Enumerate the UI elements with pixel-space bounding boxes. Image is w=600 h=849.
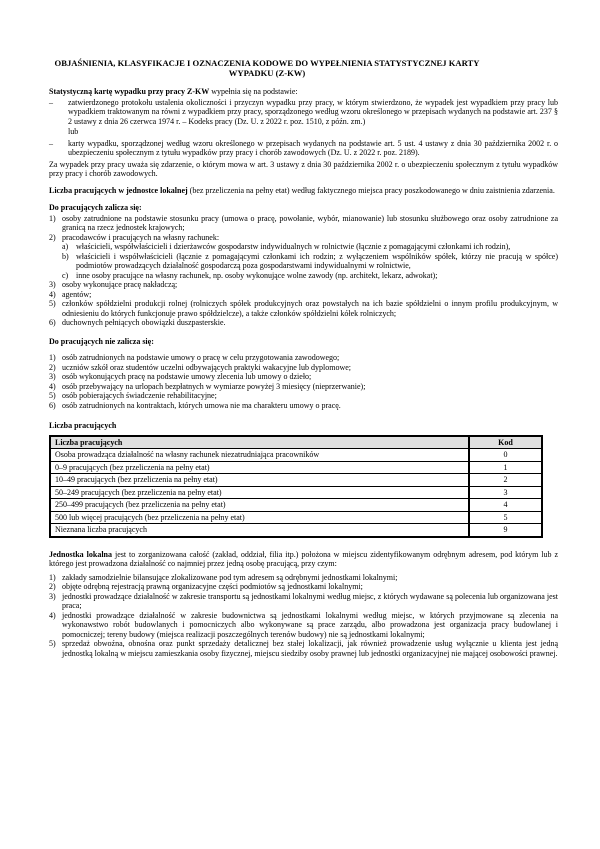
table-header-row [50, 436, 542, 449]
list-text: objęte odrębną rejestracją prawną organizacyjne części podmiotów są jednostkami lokalnymi; [62, 582, 363, 591]
list-marker: 1) [49, 353, 56, 362]
list-marker: 6) [49, 318, 56, 327]
list-marker: 3) [49, 591, 56, 601]
workers-table-block [49, 421, 558, 538]
excluded-item-3 [49, 372, 558, 382]
list-text: osób pobierających świadczenie rehabilitacyjne; [62, 391, 217, 400]
row-code: 4 [469, 499, 542, 512]
list-marker: 4) [49, 289, 56, 299]
basis-item-2 [49, 139, 558, 158]
row-code: 1 [469, 461, 542, 474]
dash-bullet: – [49, 138, 53, 148]
list-marker: 1) [49, 572, 56, 582]
row-code: 9 [469, 524, 542, 537]
list-marker: 1) [49, 213, 56, 223]
row-label: Osoba prowadząca działalność na własny rachunek niezatrudniająca pracowników [50, 449, 469, 462]
row-label: 50–249 pracujących (bez przeliczenia na pełny etat) [50, 486, 469, 499]
row-code: 2 [469, 474, 542, 487]
workers-count-definition [49, 186, 558, 196]
intro-lead-bold: Statystyczną kartę wypadku przy pracy Z-KW [49, 87, 210, 96]
row-label: 10–49 pracujących (bez przeliczenia na pełny etat) [50, 474, 469, 487]
table-row [50, 499, 542, 512]
excluded-heading: Do pracujących nie zalicza się: [49, 336, 154, 346]
basis-item-1-text: zatwierdzonego protokołu ustalenia okoliczności i przyczyn wypadku przy pracy, w którym stwierdzono, że wypadek jest wypadkiem przy pracy lub wypadkiem traktowanym na równi z wypadkiem przy pracy, sporządzonego według wzoru określonego w przepisach wydanych na podstawie art. 237 § 2 ustawy z dnia 26 czerwca 1974 r. – Kodeks pracy (Dz. U. z 2022 r. poz. 1510, z późn. zm.) [68, 97, 558, 126]
list-marker: 4) [49, 610, 56, 620]
list-marker: 5) [49, 299, 56, 308]
list-text: osób zatrudnionych na kontraktach, których umowa nie ma charakteru umowy o pracę. [62, 400, 341, 410]
list-text: uczniów szkół oraz studentów uczelni odbywających praktyki wakacyjne lub dyplomowe; [62, 362, 352, 372]
workers-def-bold: Liczba pracujących w jednostce lokalnej [49, 185, 188, 195]
list-marker: a) [62, 242, 69, 251]
list-text: osób wykonujących pracę na podstawie umowy zlecenia lub umowy o dzieło; [62, 372, 312, 381]
list-text: jednostki prowadzące działalność w zakresie budownictwa są jednostkami lokalnymi według miejsc, w których przyjmowane są zlecenia na wykonawstwo robót budowlanych i pomocniczych albo wykonywane są prace zarządu, albo prowadzona jest organizacja pracy budowlanej i pomocniczej; tereny budowy (miejsca realizacji poszczególnych terenów budowy) nie są jednostkami lokalnymi; [62, 610, 558, 639]
list-text: członków spółdzielni produkcji rolnej (rolniczych spółek produkcyjnych oraz powstałych na ich bazie spółdzielni o innym profilu produkcyjnym, w odniesieniu do których funkcjonuje prawo spółdzielcze), a także członków spółdzielni kółek rolniczych; [62, 299, 558, 318]
included-item-5 [49, 299, 558, 318]
local-unit-item-1 [49, 573, 558, 583]
included-item-2c [62, 271, 558, 281]
table-row [50, 474, 542, 487]
col-header-code: Kod [469, 436, 542, 449]
row-code: 0 [469, 449, 542, 462]
basis-connector: lub [68, 127, 79, 136]
list-marker: 3) [49, 280, 56, 289]
list-text: jednostki prowadzące działalność w zakresie transportu są jednostkami lokalnymi według miejsc, z których wydawane są polecenia lub organizowana jest praca; [62, 591, 558, 610]
row-label: 250–499 pracujących (bez przeliczenia na pełny etat) [50, 499, 469, 512]
included-item-2b [62, 252, 558, 271]
list-text: zakłady samodzielnie bilansujące zlokalizowane pod tym adresem są odrębnymi jednostkami lokalnymi; [62, 572, 398, 582]
accident-definition: Za wypadek przy pracy uważa się zdarzenie, o którym mowa w art. 3 ustawy z dnia 30 października 2002 r. o ubezpieczeniu społecznym z tytułu wypadków przy pracy i chorób zawodowych. [49, 159, 558, 178]
local-unit-item-3 [49, 592, 558, 611]
row-code: 3 [469, 486, 542, 499]
excluded-item-6 [49, 401, 558, 411]
local-unit-definition [49, 550, 558, 569]
list-text: pracodawców i pracujących na własny rachunek: [62, 232, 220, 242]
workers-def-rest: (bez przeliczenia na pełny etat) według faktycznego miejsca pracy poszkodowanego w dniu zaistnienia zdarzenia. [187, 185, 555, 195]
included-item-4 [49, 290, 558, 300]
row-code: 5 [469, 511, 542, 524]
list-marker: 6) [49, 400, 56, 410]
included-item-3 [49, 280, 558, 290]
included-item-2a [62, 242, 558, 252]
list-marker: c) [62, 270, 69, 280]
list-text: właścicieli, współwłaścicieli i dzierżawców gospodarstw indywidualnych w rolnictwie (łącznie z pomagającymi członkami ich rodzin), [76, 242, 511, 251]
excluded-item-5 [49, 391, 558, 401]
local-unit-item-2 [49, 582, 558, 592]
row-label: 0–9 pracujących (bez przeliczenia na pełny etat) [50, 461, 469, 474]
list-text: agentów; [62, 289, 92, 299]
list-text: osoby zatrudnione na podstawie stosunku pracy (umowa o pracę, powołanie, wybór, mianowanie) lub stosunku służbowego oraz osoby zatrudnione za granicą na rzecz jednostek krajowych; [62, 213, 558, 232]
local-unit-item-4 [49, 611, 558, 640]
intro-paragraph [49, 87, 558, 97]
list-text: właścicieli i współwłaścicieli (łącznie z pomagającymi członkami ich rodzin; z wyłączeniem wspólników spółek, którzy nie pracują w spółce) podmiotów prowadzących działalność gospodarczą poza gospodarstwami indywidualnymi w rolnictwie, [76, 251, 558, 270]
excluded-item-2 [49, 363, 558, 373]
list-marker: 2) [49, 232, 56, 242]
list-marker: 2) [49, 582, 56, 591]
local-unit-item-5 [49, 639, 558, 658]
table-row [50, 449, 542, 462]
basis-item-1 [49, 98, 558, 127]
list-marker: 3) [49, 372, 56, 381]
col-header-label: Liczba pracujących [50, 436, 469, 449]
row-label: 500 lub więcej pracujących (bez przeliczenia na pełny etat) [50, 511, 469, 524]
excluded-item-1 [49, 353, 558, 363]
intro-lead-rest: wypełnia się na podstawie: [209, 87, 298, 96]
document-title: OBJAŚNIENIA, KLASYFIKACJE I OZNACZENIA KODOWE DO WYPEŁNIENIA STATYSTYCZNEJ KARTY WYPADKU (Z-KW) [54, 58, 480, 78]
workers-count-table [49, 435, 543, 538]
included-item-2 [49, 233, 558, 243]
local-unit-rest: jest to zorganizowana całość (zakład, oddział, filia itp.) położona w miejscu zidentyfikowanym odrębnym adresem, pod którym lub z którego jest prowadzona działalność co najmniej przez jedną osobę pracującą, przy czym: [49, 549, 558, 568]
workers-table-heading: Liczba pracujących [49, 421, 117, 430]
list-text: duchownych pełniących obowiązki duszpasterskie. [62, 318, 226, 327]
document-content [49, 58, 558, 658]
local-unit-bold: Jednostka lokalna [49, 549, 112, 559]
list-text: inne osoby pracujące na własny rachunek, np. osoby wykonujące wolne zawody (np. architekt, lekarz, adwokat); [76, 270, 438, 280]
list-text: sprzedaż obwoźna, obnośna oraz punkt sprzedaży detalicznej bez stałej lokalizacji, jak również prowadzenie usług wyłącznie u klienta jest jedną jednostką lokalną w miejscu zamieszkania osoby fizycznej, miejscu siedziby osoby prawnej lub jednostki organizacyjnej nie mającej osobowości prawnej. [62, 639, 558, 658]
included-item-1 [49, 214, 558, 233]
table-row [50, 461, 542, 474]
list-text: osoby wykonujące pracę nakładczą; [62, 280, 178, 289]
list-text: osób przebywający na urlopach bezpłatnych w wymiarze powyżej 3 miesięcy (nieprzerwanie); [62, 381, 366, 391]
excluded-item-4 [49, 382, 558, 392]
basis-item-2-text: karty wypadku, sporządzonej według wzoru określonego w przepisach wydanych na podstawie art. 5 ust. 4 ustawy z dnia 30 października 2002 r. o ubezpieczeniu społecznym z tytułu wypadków przy pracy i chorób zawodowych (Dz. U. z 2022 r. poz. 2189). [68, 138, 558, 157]
table-row [50, 486, 542, 499]
dash-bullet: – [49, 97, 53, 107]
table-row [50, 524, 542, 537]
included-heading: Do pracujących zalicza się: [49, 203, 142, 212]
included-item-6 [49, 318, 558, 328]
list-text: osób zatrudnionych na podstawie umowy o pracę w celu przygotowania zawodowego; [62, 353, 340, 362]
list-marker: 5) [49, 639, 56, 648]
list-marker: 2) [49, 362, 56, 372]
list-marker: 4) [49, 381, 56, 391]
list-marker: 5) [49, 391, 56, 400]
list-marker: b) [62, 251, 69, 261]
table-row [50, 511, 542, 524]
row-label: Nieznana liczba pracujących [50, 524, 469, 537]
